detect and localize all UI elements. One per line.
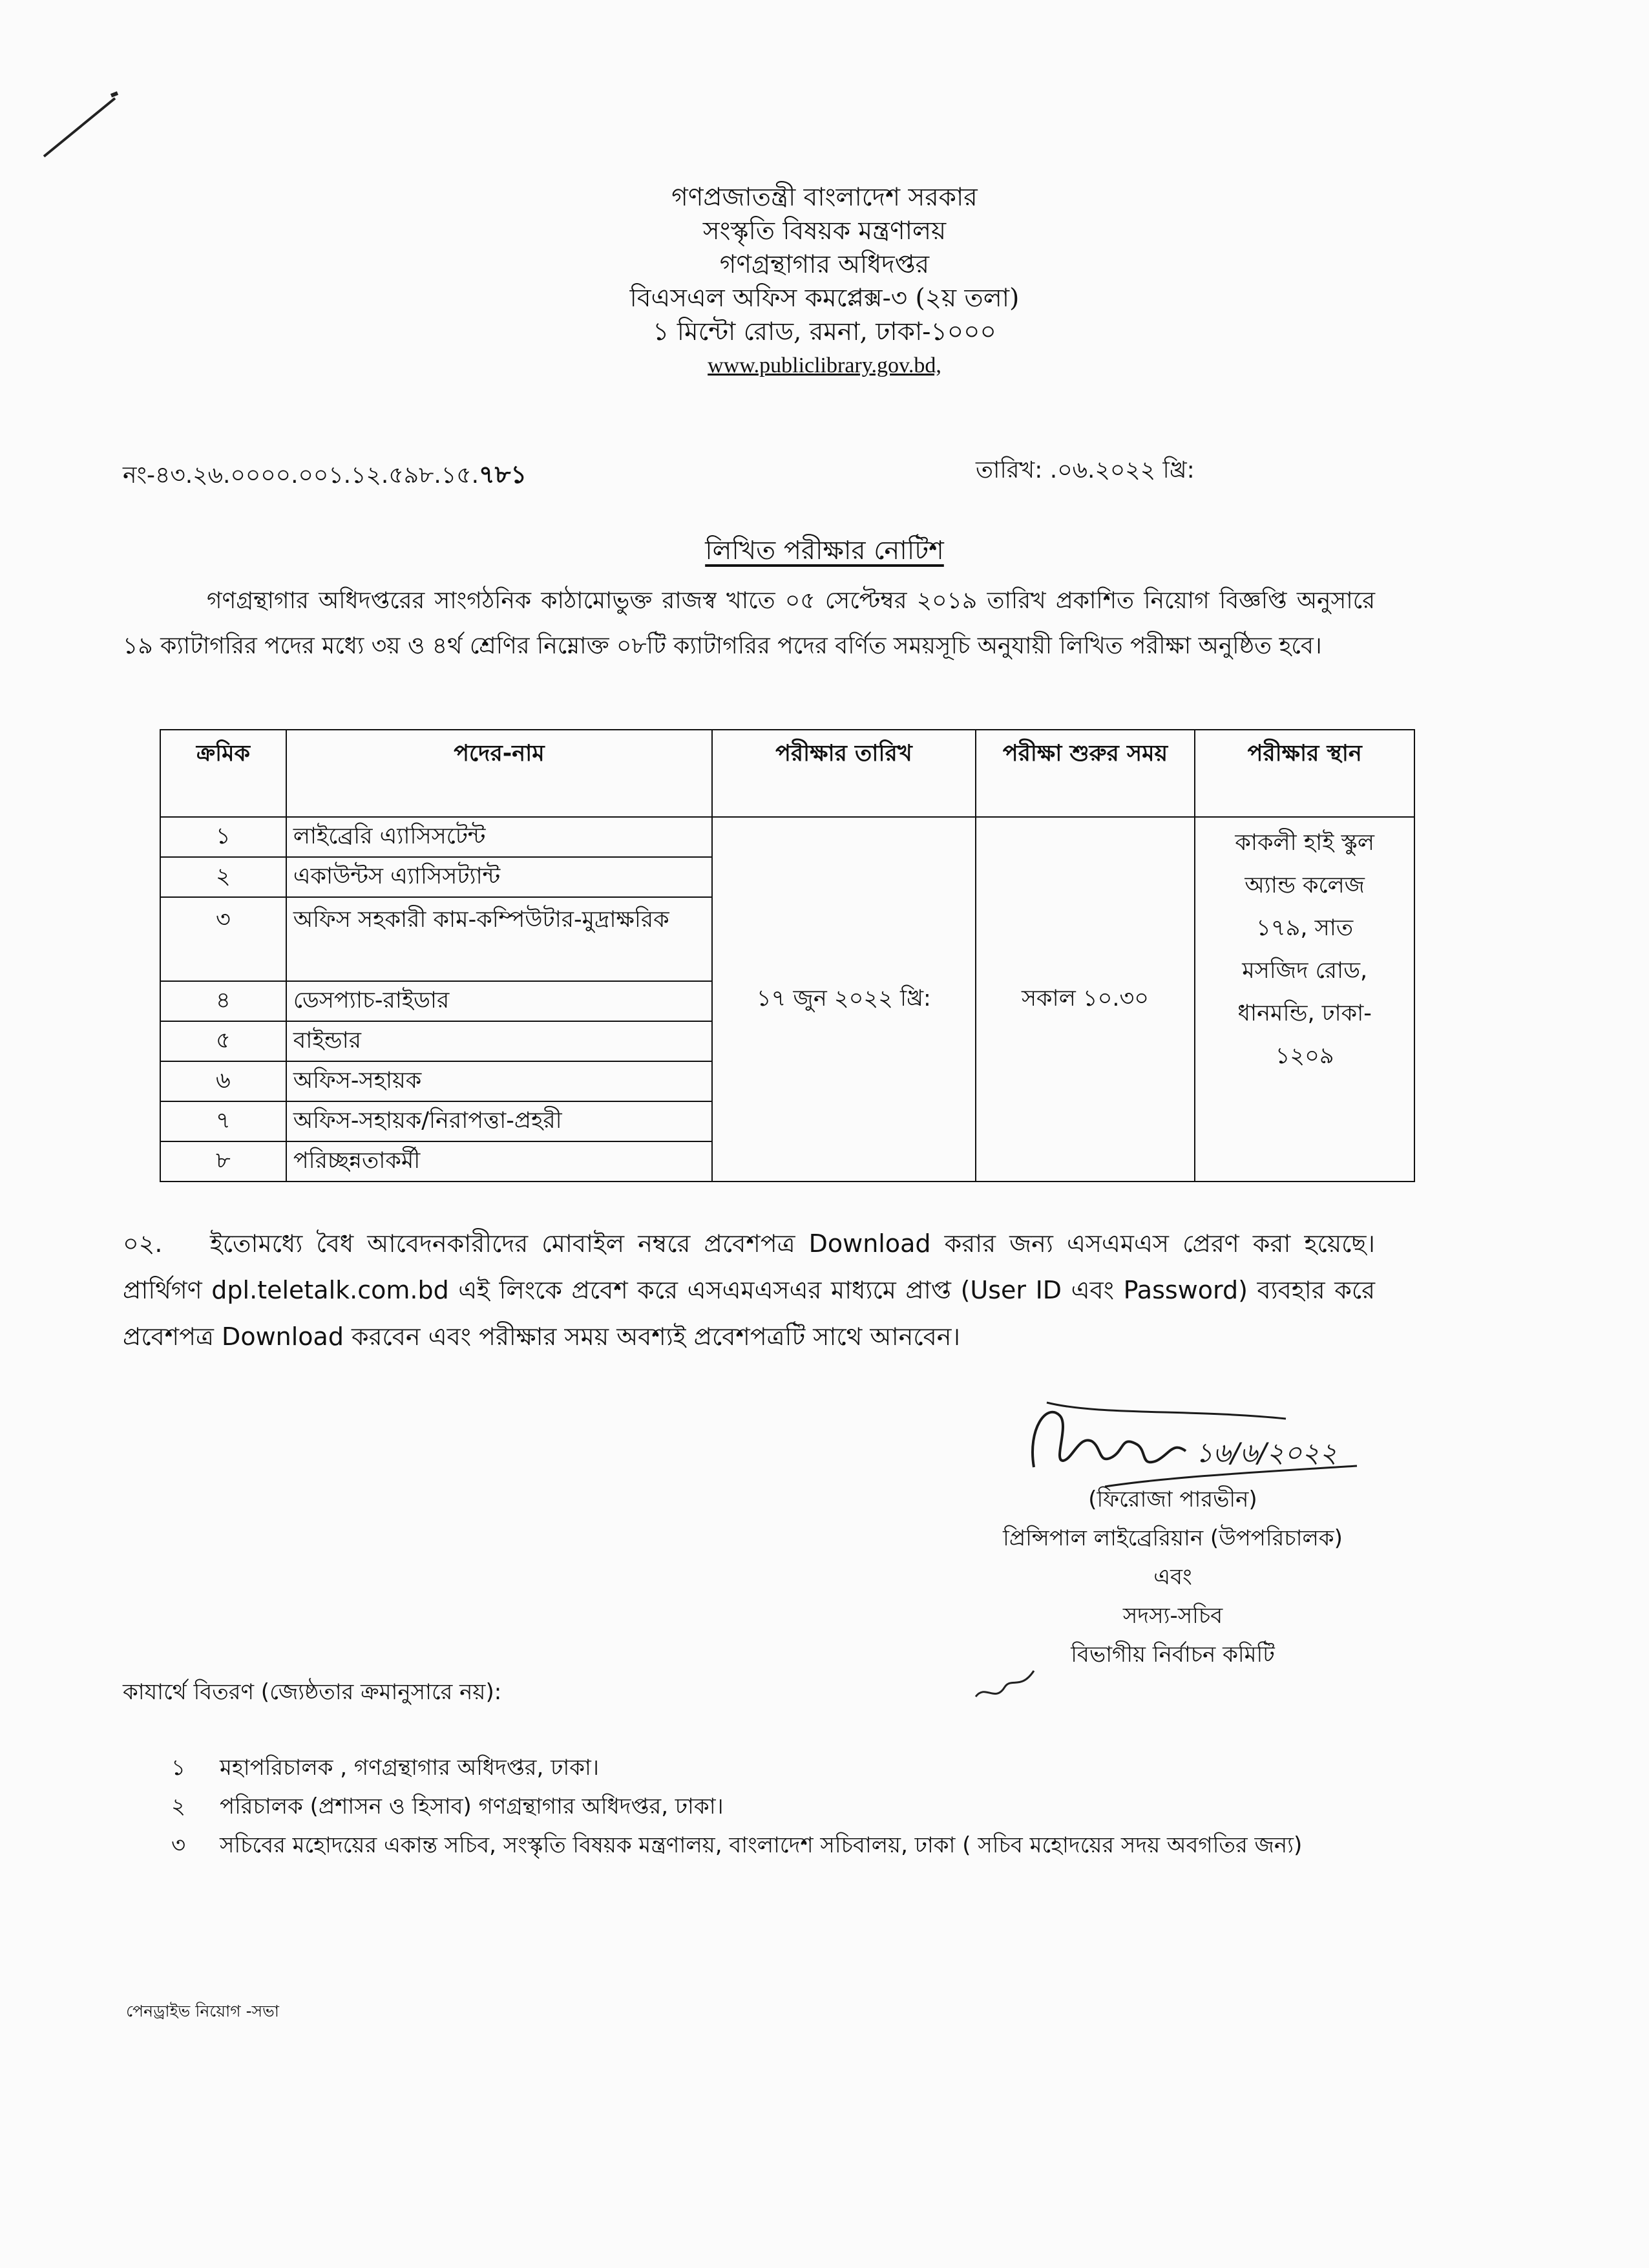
memo-number-handwritten: ৭৮১ — [479, 460, 527, 489]
row-post-name: অফিস সহকারী কাম-কম্পিউটার-মুদ্রাক্ষরিক — [286, 897, 712, 981]
letterhead — [0, 181, 1649, 383]
venue-line: কাকলী হাই স্কুল — [1235, 830, 1374, 856]
row-serial: ৬ — [160, 1061, 286, 1101]
row-post-name: বাইন্ডার — [286, 1021, 712, 1061]
exam-schedule-table — [160, 729, 1415, 1182]
office-address: ১ মিন্টো রোড, রমনা, ঢাকা-১০০০ — [653, 317, 996, 346]
row-serial: ১ — [160, 817, 286, 857]
header-exam-date: পরীক্ষার তারিখ — [712, 730, 976, 817]
row-serial: ৩ — [160, 897, 286, 981]
memo-number-text: নং-৪৩.২৬.০০০০.০০১.১২.৫৯৮.১৫. — [123, 462, 479, 489]
venue-line: ধানমন্ডি, ঢাকা- — [1237, 1001, 1372, 1026]
signatory-designation: প্রিন্সিপাল লাইব্রেরিয়ান (উপপরিচালক) — [1003, 1525, 1343, 1551]
memo-number — [123, 456, 527, 497]
header-serial: ক্রমিক — [160, 730, 286, 817]
list-item-text: পরিচালক (প্রশাসন ও হিসাব) গণগ্রন্থাগার অধিদপ্তর, ঢাকা। — [220, 1794, 724, 1819]
row-serial: ৫ — [160, 1021, 286, 1061]
govt-name: গণপ্রজাতন্ত্রী বাংলাদেশ সরকার — [671, 183, 978, 212]
row-post-name: পরিচ্ছন্নতাকর্মী — [286, 1141, 712, 1182]
list-item-number: ২ — [171, 1794, 186, 1819]
row-post-name: ডেসপ্যাচ-রাইডার — [286, 981, 712, 1021]
list-item-text: মহাপরিচালক , গণগ্রন্থাগার অধিদপ্তর, ঢাকা। — [220, 1755, 600, 1781]
list-item-number: ৩ — [171, 1832, 186, 1858]
initial-mark — [969, 1658, 1040, 1710]
department-name: গণগ্রন্থাগার অধিদপ্তর — [719, 250, 930, 279]
row-serial: ২ — [160, 857, 286, 897]
distribution-heading: কাযার্থে বিতরণ (জ্যেষ্ঠতার ক্রমানুসারে নয়): — [123, 1679, 502, 1705]
distribution-list — [171, 1748, 1392, 1865]
list-item-number: ১ — [171, 1755, 186, 1781]
list-item — [171, 1748, 1392, 1787]
signatory-committee: বিভাগীয় নির্বাচন কমিটি — [1071, 1642, 1275, 1668]
row-post-name: একাউন্টস এ্যাসিসট্যান্ট — [286, 857, 712, 897]
header-start-time: পরীক্ষা শুরুর সময় — [976, 730, 1195, 817]
table-header-row — [160, 730, 1414, 817]
table-row — [160, 817, 1414, 857]
row-serial: ৮ — [160, 1141, 286, 1182]
list-item-text: সচিবের মহোদয়ের একান্ত সচিব, সংস্কৃতি বিষয়ক মন্ত্রণালয়, বাংলাদেশ সচিবালয়, ঢাকা ( সচিব মহোদয়ের সদয় অবগতির জন্য) — [220, 1832, 1303, 1858]
office-building: বিএসএল অফিস কমপ্লেক্স-৩ (২য় তলা) — [629, 284, 1020, 313]
ministry-name: সংস্কৃতি বিষয়ক মন্ত্রণালয় — [702, 217, 947, 246]
pen-mark — [39, 84, 129, 162]
venue-line: মসজিদ রোড, — [1242, 958, 1368, 984]
venue-line: ১২০৯ — [1275, 1043, 1334, 1069]
signature-date: ১৬/৬/২০২২ — [1195, 1437, 1338, 1468]
venue-line: ১৭৯, সাত — [1256, 915, 1354, 941]
venue-cell — [1195, 817, 1414, 1182]
handwritten-signature — [1008, 1390, 1370, 1493]
row-post-name: অফিস-সহায়ক — [286, 1061, 712, 1101]
venue-line: অ্যান্ড কলেজ — [1245, 873, 1365, 898]
signatory-role: সদস্য-সচিব — [1122, 1603, 1223, 1629]
row-post-name: লাইব্রেরি এ্যাসিসটেন্ট — [286, 817, 712, 857]
admit-card-paragraph — [123, 1220, 1375, 1360]
website-link[interactable]: www.publiclibrary.gov.bd, — [708, 354, 941, 377]
notice-title-text: লিখিত পরীক্ষার নোটিশ — [705, 536, 944, 566]
list-item — [171, 1826, 1392, 1865]
signatory-name: (ফিরোজা পারভীন) — [1088, 1487, 1257, 1512]
start-time-cell: সকাল ১০.৩০ — [976, 817, 1195, 1182]
memo-date: তারিখ: .০৬.২০২২ খ্রি: — [976, 457, 1195, 483]
exam-date-cell: ১৭ জুন ২০২২ খ্রি: — [712, 817, 976, 1182]
paragraph-number: ০২. — [123, 1229, 163, 1258]
admit-card-text: ইতোমধ্যে বৈধ আবেদনকারীদের মোবাইল নম্বরে প্রবেশপত্র Download করার জন্য এসএমএস প্রেরণ করা হয়েছে। প্রার্থিগণ dpl.teletalk.com.bd এই লিংকে প্রবেশ করে এসএমএসএর মাধ্যমে প্রাপ্ত (User ID এবং Password) ব্যবহার করে প্রবেশপত্র Download করবেন এবং পরীক্ষার সময় অবশ্যই প্রবেশপত্রটি সাথে আনবেন। — [123, 1229, 1375, 1351]
header-post-name: পদের-নাম — [286, 730, 712, 817]
signatory-and: এবং — [1153, 1564, 1192, 1590]
list-item — [171, 1787, 1392, 1826]
row-serial: ৭ — [160, 1101, 286, 1141]
notice-title — [0, 530, 1649, 573]
row-serial: ৪ — [160, 981, 286, 1021]
header-venue: পরীক্ষার স্থান — [1195, 730, 1414, 817]
row-post-name: অফিস-সহায়ক/নিরাপত্তা-প্রহরী — [286, 1101, 712, 1141]
signatory-block — [950, 1480, 1396, 1674]
footer-note: পেনড্রাইভ নিয়োগ -সভা — [126, 2002, 280, 2020]
intro-paragraph: গণগ্রন্থাগার অধিদপ্তরের সাংগঠনিক কাঠামোভুক্ত রাজস্ব খাতে ০৫ সেপ্টেম্বর ২০১৯ তারিখ প্রকাশিত নিয়োগ বিজ্ঞপ্তি অনুসারে ১৯ ক্যাটাগরির পদের মধ্যে ৩য় ও ৪র্থ শ্রেণির নিম্নোক্ত ০৮টি ক্যাটাগরির পদের বর্ণিত সময়সূচি অনুযায়ী লিখিত পরীক্ষা অনুষ্ঠিত হবে। — [123, 588, 1375, 659]
